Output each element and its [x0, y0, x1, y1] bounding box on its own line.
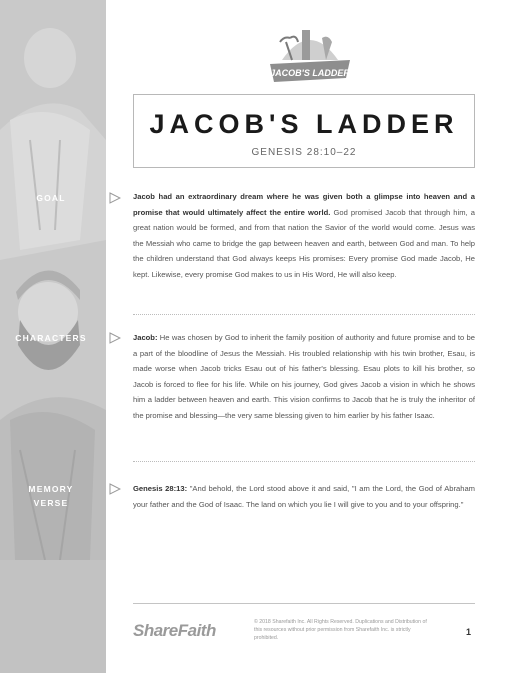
memory-verse-body-text: "And behold, the Lord stood above it and said, "I am the Lord, the God of Abraham your father and the God of Isaac. The land on which you lie I will give to you and to your offspring." — [133, 484, 476, 509]
section-divider — [133, 314, 475, 315]
section-divider — [133, 461, 475, 462]
memory-verse-arrow-icon — [109, 483, 121, 495]
scripture-reference: GENESIS 28:10–22 — [251, 147, 357, 158]
memory-verse-text — [133, 481, 475, 512]
characters-body-text: He was chosen by God to inherit the family position of authority and future promise and to be a part of the bloodline of Jesus the Messiah. His troubled relationship with his twin brother, Esau, is made worse when Jacob tricks Esau out of his father's blessing. Esau plots to kill his brother, so Jacob is forced to flee for his life. While on his journey, God gives Jacob a vision in which he shows him a ladder between heaven and earth. This vision confirms to Jacob that he is truly the inheritor of the promise and blessing—the very same blessing given to him earlier by his father Isaac. — [133, 333, 475, 420]
footer-divider — [133, 603, 475, 604]
title-box — [133, 94, 475, 168]
goal-arrow-icon — [109, 192, 121, 204]
brand-logo: ShareFaith — [133, 621, 216, 640]
memory-verse-label-line1: MEMORY — [28, 484, 74, 494]
page-number: 1 — [466, 627, 472, 637]
goal-body-text: God promised Jacob that through him, a great nation would be formed, and from that nation the Savior of the world would come. Jesus was the Messiah who came to bridge the gap between heaven and earth, between God and man. To help the children understand that God always keeps His promises: Every promise God made Jacob, He kept. Likewise, every promise God makes to us in His Word, He will also keep. — [133, 207, 475, 279]
memory-verse-label-line2: VERSE — [33, 498, 69, 508]
sidebar-illustration — [0, 0, 106, 673]
goal-bold-text: Jacob had an extraordinary dream where he was given both a glimpse into heaven and a promise that would ultimately affect the entire world. — [133, 192, 475, 217]
characters-label: CHARACTERS — [15, 333, 87, 343]
goal-text — [133, 189, 475, 283]
copyright-text: © 2018 Sharefaith Inc. All Rights Reserved. Duplications and Distribution of this resources without prior permission from Sharefaith Inc. is strictly prohibited. — [254, 619, 427, 641]
goal-label: GOAL — [36, 193, 66, 203]
characters-arrow-icon — [109, 332, 121, 344]
page-title: JACOB'S LADDER — [149, 109, 459, 139]
characters-text — [133, 330, 475, 424]
lesson-logo-badge — [262, 20, 358, 92]
memory-verse-bold-text: Genesis 28:13: — [133, 484, 188, 493]
badge-text: JACOB'S LADDER — [270, 68, 350, 78]
characters-bold-text: Jacob: — [133, 333, 158, 342]
